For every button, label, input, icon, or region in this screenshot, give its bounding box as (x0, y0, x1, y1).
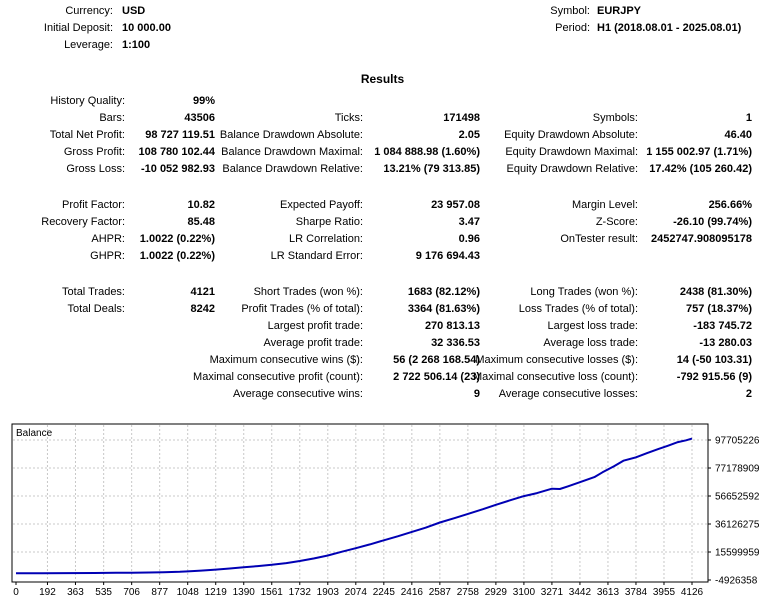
stat-value: 9 (473, 388, 480, 400)
stat-value: 1 155 002.97 (1.71%) (646, 146, 752, 158)
currency-label: Currency: (65, 5, 113, 17)
x-tick-label: 1048 (176, 587, 199, 598)
stat-label: Average consecutive wins: (232, 388, 363, 400)
stat-value: 9 176 694.43 (415, 250, 480, 262)
stat-value: 23 957.08 (431, 199, 480, 211)
stats-block-2 (0, 197, 765, 265)
y-tick-label: 77178909 (715, 463, 760, 475)
x-tick-label: 535 (95, 587, 112, 598)
stats-row (0, 248, 765, 265)
symbol-row (0, 3, 765, 20)
stat-value: 1 (745, 112, 752, 124)
stat-value: 1.0022 (0.22%) (139, 250, 215, 262)
initial-deposit-label: Initial Deposit: (43, 22, 113, 34)
stats-row (0, 161, 765, 178)
x-tick-label: 4126 (680, 587, 704, 598)
period-value: H1 (2018.08.01 - 2025.08.01) (597, 22, 742, 34)
stat-label: History Quality: (50, 95, 125, 107)
stat-value: -183 745.72 (693, 320, 752, 332)
stat-value: 2438 (81.30%) (679, 286, 752, 298)
stat-label: Equity Drawdown Absolute: (504, 129, 638, 141)
stat-label: Bars: (99, 112, 125, 124)
period-label: Period: (555, 22, 590, 34)
stats-row (0, 318, 765, 335)
stat-value: 56 (2 268 168.54) (393, 354, 480, 366)
stats-row (0, 214, 765, 231)
stat-value: 43506 (184, 112, 215, 124)
stat-label: Z-Score: (595, 216, 638, 228)
x-tick-label: 1732 (288, 587, 311, 598)
y-tick-label: 36126275 (715, 519, 760, 531)
stat-label: Total Deals: (67, 303, 125, 315)
x-tick-label: 2758 (456, 587, 479, 598)
x-tick-label: 2074 (344, 587, 367, 598)
stat-label: LR Correlation: (289, 233, 363, 245)
stat-value: 3.47 (458, 216, 480, 228)
stat-value: 2 (745, 388, 752, 400)
stat-label: Maximal consecutive profit (count): (193, 371, 363, 383)
x-tick-label: 1903 (316, 587, 339, 598)
x-tick-label: 3955 (652, 587, 676, 598)
x-tick-label: 2587 (428, 587, 451, 598)
y-tick-label: -4926358 (715, 575, 758, 587)
stat-label: Long Trades (won %): (530, 286, 638, 298)
stat-label: AHPR: (91, 233, 125, 245)
stats-table (0, 93, 765, 403)
stat-value: 270 813.13 (424, 320, 480, 332)
stat-value: 13.21% (79 313.85) (383, 163, 480, 175)
balance-chart-svg (0, 415, 765, 600)
stat-value: 17.42% (105 260.42) (649, 163, 752, 175)
x-tick-label: 1561 (260, 587, 283, 598)
currency-value: USD (122, 5, 146, 17)
x-tick-label: 1219 (204, 587, 227, 598)
stat-label: Average consecutive losses: (498, 388, 638, 400)
stat-value: 757 (18.37%) (685, 303, 752, 315)
stat-value: 14 (-50 103.31) (676, 354, 752, 366)
stats-block-3 (0, 284, 765, 403)
stats-row (0, 93, 765, 110)
stat-label: Profit Factor: (62, 199, 125, 211)
period-row (0, 20, 765, 37)
symbol-value: EURJPY (597, 5, 642, 17)
stat-label: Profit Trades (% of total): (241, 303, 363, 315)
stats-row (0, 335, 765, 352)
stat-label: Short Trades (won %): (253, 286, 363, 298)
x-tick-label: 877 (151, 587, 169, 598)
stat-value: 2.05 (458, 129, 480, 141)
stat-label: Average profit trade: (263, 337, 363, 349)
stat-value: -792 915.56 (9) (676, 371, 752, 383)
stat-label: Equity Drawdown Maximal: (505, 146, 638, 158)
stat-label: Margin Level: (571, 199, 638, 211)
stat-label: Balance Drawdown Maximal: (221, 146, 363, 158)
x-tick-label: 2929 (484, 587, 508, 598)
stat-label: Balance Drawdown Absolute: (219, 129, 363, 141)
stat-label: Largest loss trade: (547, 320, 638, 332)
stat-label: Sharpe Ratio: (295, 216, 363, 228)
stat-value: 32 336.53 (431, 337, 480, 349)
stats-row (0, 386, 765, 403)
stat-label: Ticks: (334, 112, 363, 124)
x-tick-label: 2245 (372, 587, 395, 598)
stat-value: 0.96 (458, 233, 480, 245)
leverage-value: 1:100 (122, 39, 151, 51)
stat-label: Total Net Profit: (49, 129, 125, 141)
stats-row (0, 231, 765, 248)
stat-value: -10 052 982.93 (140, 163, 215, 175)
stat-label: OnTester result: (560, 233, 638, 245)
stat-label: Largest profit trade: (267, 320, 363, 332)
stats-row (0, 127, 765, 144)
stat-value: -13 280.03 (699, 337, 752, 349)
stat-label: Balance Drawdown Relative: (222, 163, 363, 175)
stat-label: Symbols: (592, 112, 638, 124)
stat-label: Maximum consecutive wins ($): (209, 354, 363, 366)
stats-row (0, 352, 765, 369)
stat-value: 4121 (190, 286, 215, 298)
stat-label: Maximal consecutive loss (count): (472, 371, 638, 383)
stats-row (0, 197, 765, 214)
stats-row (0, 369, 765, 386)
stat-value: 10.82 (187, 199, 215, 211)
balance-chart (0, 415, 765, 600)
stat-label: Gross Loss: (66, 163, 125, 175)
stat-label: Equity Drawdown Relative: (506, 163, 638, 175)
stat-value: 99% (192, 95, 215, 107)
stat-value: 2 722 506.14 (23) (393, 371, 480, 383)
stats-block-1 (0, 93, 765, 178)
stat-value: 1683 (82.12%) (407, 286, 480, 298)
stats-row (0, 284, 765, 301)
x-tick-label: 3784 (624, 587, 648, 598)
leverage-row (0, 37, 765, 54)
stat-value: 171498 (443, 112, 480, 124)
leverage-label: Leverage: (64, 39, 113, 51)
x-tick-label: 363 (67, 587, 84, 598)
report-header (0, 0, 765, 57)
y-tick-label: 15599959 (715, 547, 760, 559)
stat-value: 3364 (81.63%) (407, 303, 480, 315)
stat-value: 8242 (190, 303, 215, 315)
stat-label: Total Trades: (62, 286, 125, 298)
y-tick-label: 56652592 (715, 491, 760, 503)
symbol-label: Symbol: (550, 5, 590, 17)
x-tick-label: 706 (123, 587, 141, 598)
stat-label: Recovery Factor: (41, 216, 125, 228)
initial-deposit-value: 10 000.00 (122, 22, 171, 34)
stat-value: -26.10 (99.74%) (673, 216, 752, 228)
chart-legend-label: Balance (16, 428, 53, 439)
stat-value: 85.48 (187, 216, 215, 228)
stat-label: LR Standard Error: (270, 250, 363, 262)
x-tick-label: 3100 (512, 587, 536, 598)
x-tick-label: 2416 (400, 587, 423, 598)
stat-value: 256.66% (708, 199, 752, 211)
stats-row (0, 110, 765, 127)
stat-value: 2452747.908095178 (651, 233, 752, 245)
stat-label: Average loss trade: (543, 337, 638, 349)
x-tick-label: 3613 (596, 587, 620, 598)
stat-label: GHPR: (90, 250, 125, 262)
x-tick-label: 3442 (568, 587, 592, 598)
stat-label: Loss Trades (% of total): (518, 303, 638, 315)
x-tick-label: 1390 (232, 587, 255, 598)
header-right (0, 3, 765, 37)
stat-value: 46.40 (724, 129, 752, 141)
x-tick-label: 0 (13, 587, 19, 598)
x-tick-label: 3271 (540, 587, 564, 598)
stat-label: Gross Profit: (63, 146, 125, 158)
stats-row (0, 301, 765, 318)
stat-label: Expected Payoff: (280, 199, 363, 211)
stat-value: 1.0022 (0.22%) (139, 233, 215, 245)
stats-row (0, 144, 765, 161)
x-tick-label: 192 (39, 587, 56, 598)
plot-border (12, 424, 708, 582)
y-tick-label: 97705226 (715, 435, 760, 447)
stat-value: 1 084 888.98 (1.60%) (374, 146, 480, 158)
stat-label: Maximum consecutive losses ($): (475, 354, 638, 366)
results-title: Results (360, 72, 405, 86)
stat-value: 108 780 102.44 (138, 146, 215, 158)
stat-value: 98 727 119.51 (145, 129, 215, 141)
